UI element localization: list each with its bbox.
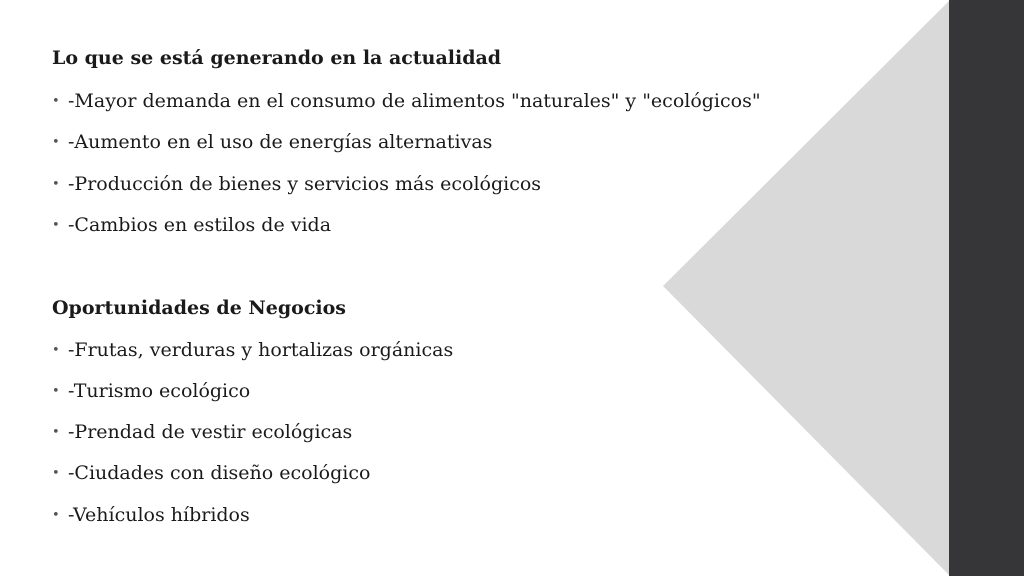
- list-item-text: -Aumento en el uso de energías alternativas: [68, 131, 493, 153]
- bullet-icon: •: [52, 177, 60, 192]
- section-heading-trends: Lo que se está generando en la actualidad: [52, 47, 502, 69]
- list-item-text: -Ciudades con diseño ecológico: [68, 462, 371, 484]
- bullet-icon: •: [52, 508, 60, 523]
- bullet-icon: •: [52, 425, 60, 440]
- decorative-dark-bar: [949, 0, 1024, 576]
- list-item-text: -Cambios en estilos de vida: [68, 214, 332, 236]
- bullet-icon: •: [52, 343, 60, 358]
- list-item: [52, 339, 453, 361]
- bullet-icon: •: [52, 384, 60, 399]
- list-item-text: -Producción de bienes y servicios más ecológicos: [68, 173, 542, 195]
- list-item-text: -Mayor demanda en el consumo de alimentos "naturales" y "ecológicos": [68, 90, 761, 112]
- list-item: [52, 173, 541, 195]
- list-item: [52, 131, 492, 153]
- list-item-text: -Prendad de vestir ecológicas: [68, 421, 353, 443]
- bullet-icon: •: [52, 94, 60, 109]
- list-item: [52, 421, 352, 443]
- decorative-triangle: [663, 0, 950, 576]
- list-item: [52, 380, 250, 402]
- list-item: [52, 90, 761, 112]
- list-item-text: -Turismo ecológico: [68, 380, 251, 402]
- list-item-text: -Frutas, verduras y hortalizas orgánicas: [68, 339, 454, 361]
- bullet-icon: •: [52, 218, 60, 233]
- bullet-icon: •: [52, 135, 60, 150]
- section-heading-opportunities: Oportunidades de Negocios: [52, 297, 346, 319]
- list-item: [52, 214, 331, 236]
- list-item-text: -Vehículos híbridos: [68, 504, 250, 526]
- bullet-icon: •: [52, 466, 60, 481]
- list-item: [52, 462, 370, 484]
- list-item: [52, 504, 250, 526]
